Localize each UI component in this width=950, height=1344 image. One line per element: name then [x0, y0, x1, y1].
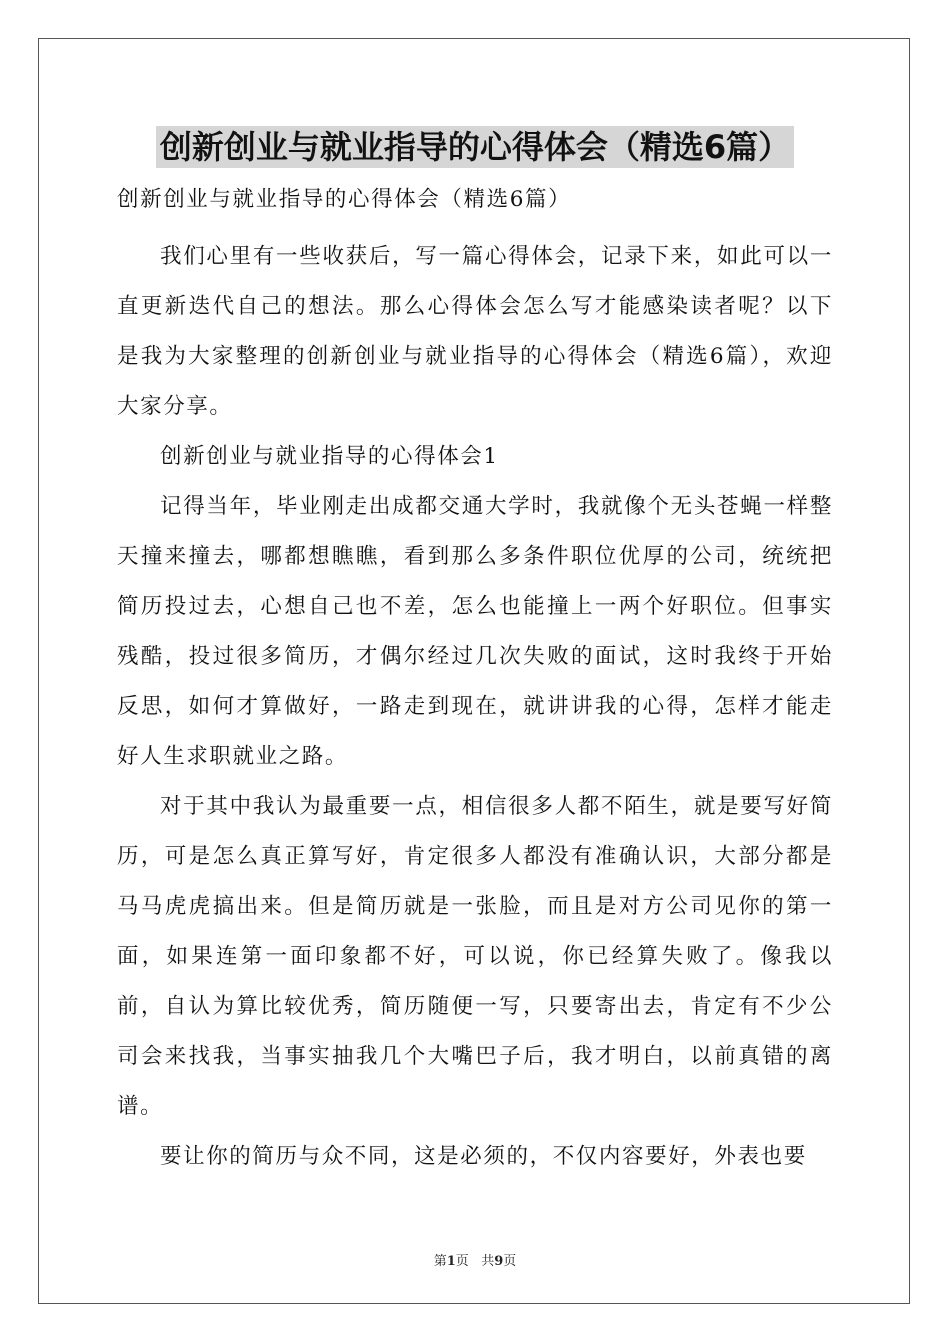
document-subtitle: 创新创业与就业指导的心得体会（精选6篇） — [117, 187, 572, 212]
document-body — [117, 182, 833, 1182]
footer-page-prefix: 第 — [433, 1254, 447, 1269]
page-footer — [0, 1250, 950, 1269]
footer-page-unit: 页 — [455, 1254, 469, 1269]
paragraph: 记得当年，毕业刚走出成都交通大学时，我就像个无头苍蝇一样整天撞来撞去，哪都想瞧瞧，看到那么多条件职位优厚的公司，统统把简历投过去，心想自己也不差，怎么也能撞上一两个好职位。但事实残酷，投过很多简历，才偶尔经过几次失败的面试，这时我终于开始反思，如何才算做好，一路走到现在，就讲讲我的心得，怎样才能走好人生求职就业之路。 — [117, 494, 833, 769]
footer-total-pages: 9 — [494, 1254, 504, 1269]
footer-total-unit: 页 — [503, 1254, 517, 1269]
title-container — [0, 126, 950, 168]
footer-page-number: 1 — [446, 1254, 456, 1269]
document-title: 创新创业与就业指导的心得体会（精选6篇） — [156, 126, 794, 168]
footer-total-prefix: 共 — [481, 1254, 495, 1269]
paragraph: 对于其中我认为最重要一点，相信很多人都不陌生，就是要写好简历，可是怎么真正算写好，肯定很多人都没有准确认识，大部分都是马马虎虎搞出来。但是简历就是一张脸，而且是对方公司见你的第一面，如果连第一面印象都不好，可以说，你已经算失败了。像我以前，自认为算比较优秀，简历随便一写，只要寄出去，肯定有不少公司会来找我，当事实抽我几个大嘴巴子后，我才明白，以前真错的离谱。 — [117, 794, 833, 1119]
section-heading-1: 创新创业与就业指导的心得体会1 — [160, 444, 499, 469]
paragraph-intro: 我们心里有一些收获后，写一篇心得体会，记录下来，如此可以一直更新迭代自己的想法。那么心得体会怎么写才能感染读者呢？以下是我为大家整理的创新创业与就业指导的心得体会（精选6篇），欢迎大家分享。 — [117, 244, 833, 419]
paragraph: 要让你的简历与众不同，这是必须的，不仅内容要好，外表也要 — [160, 1144, 807, 1169]
